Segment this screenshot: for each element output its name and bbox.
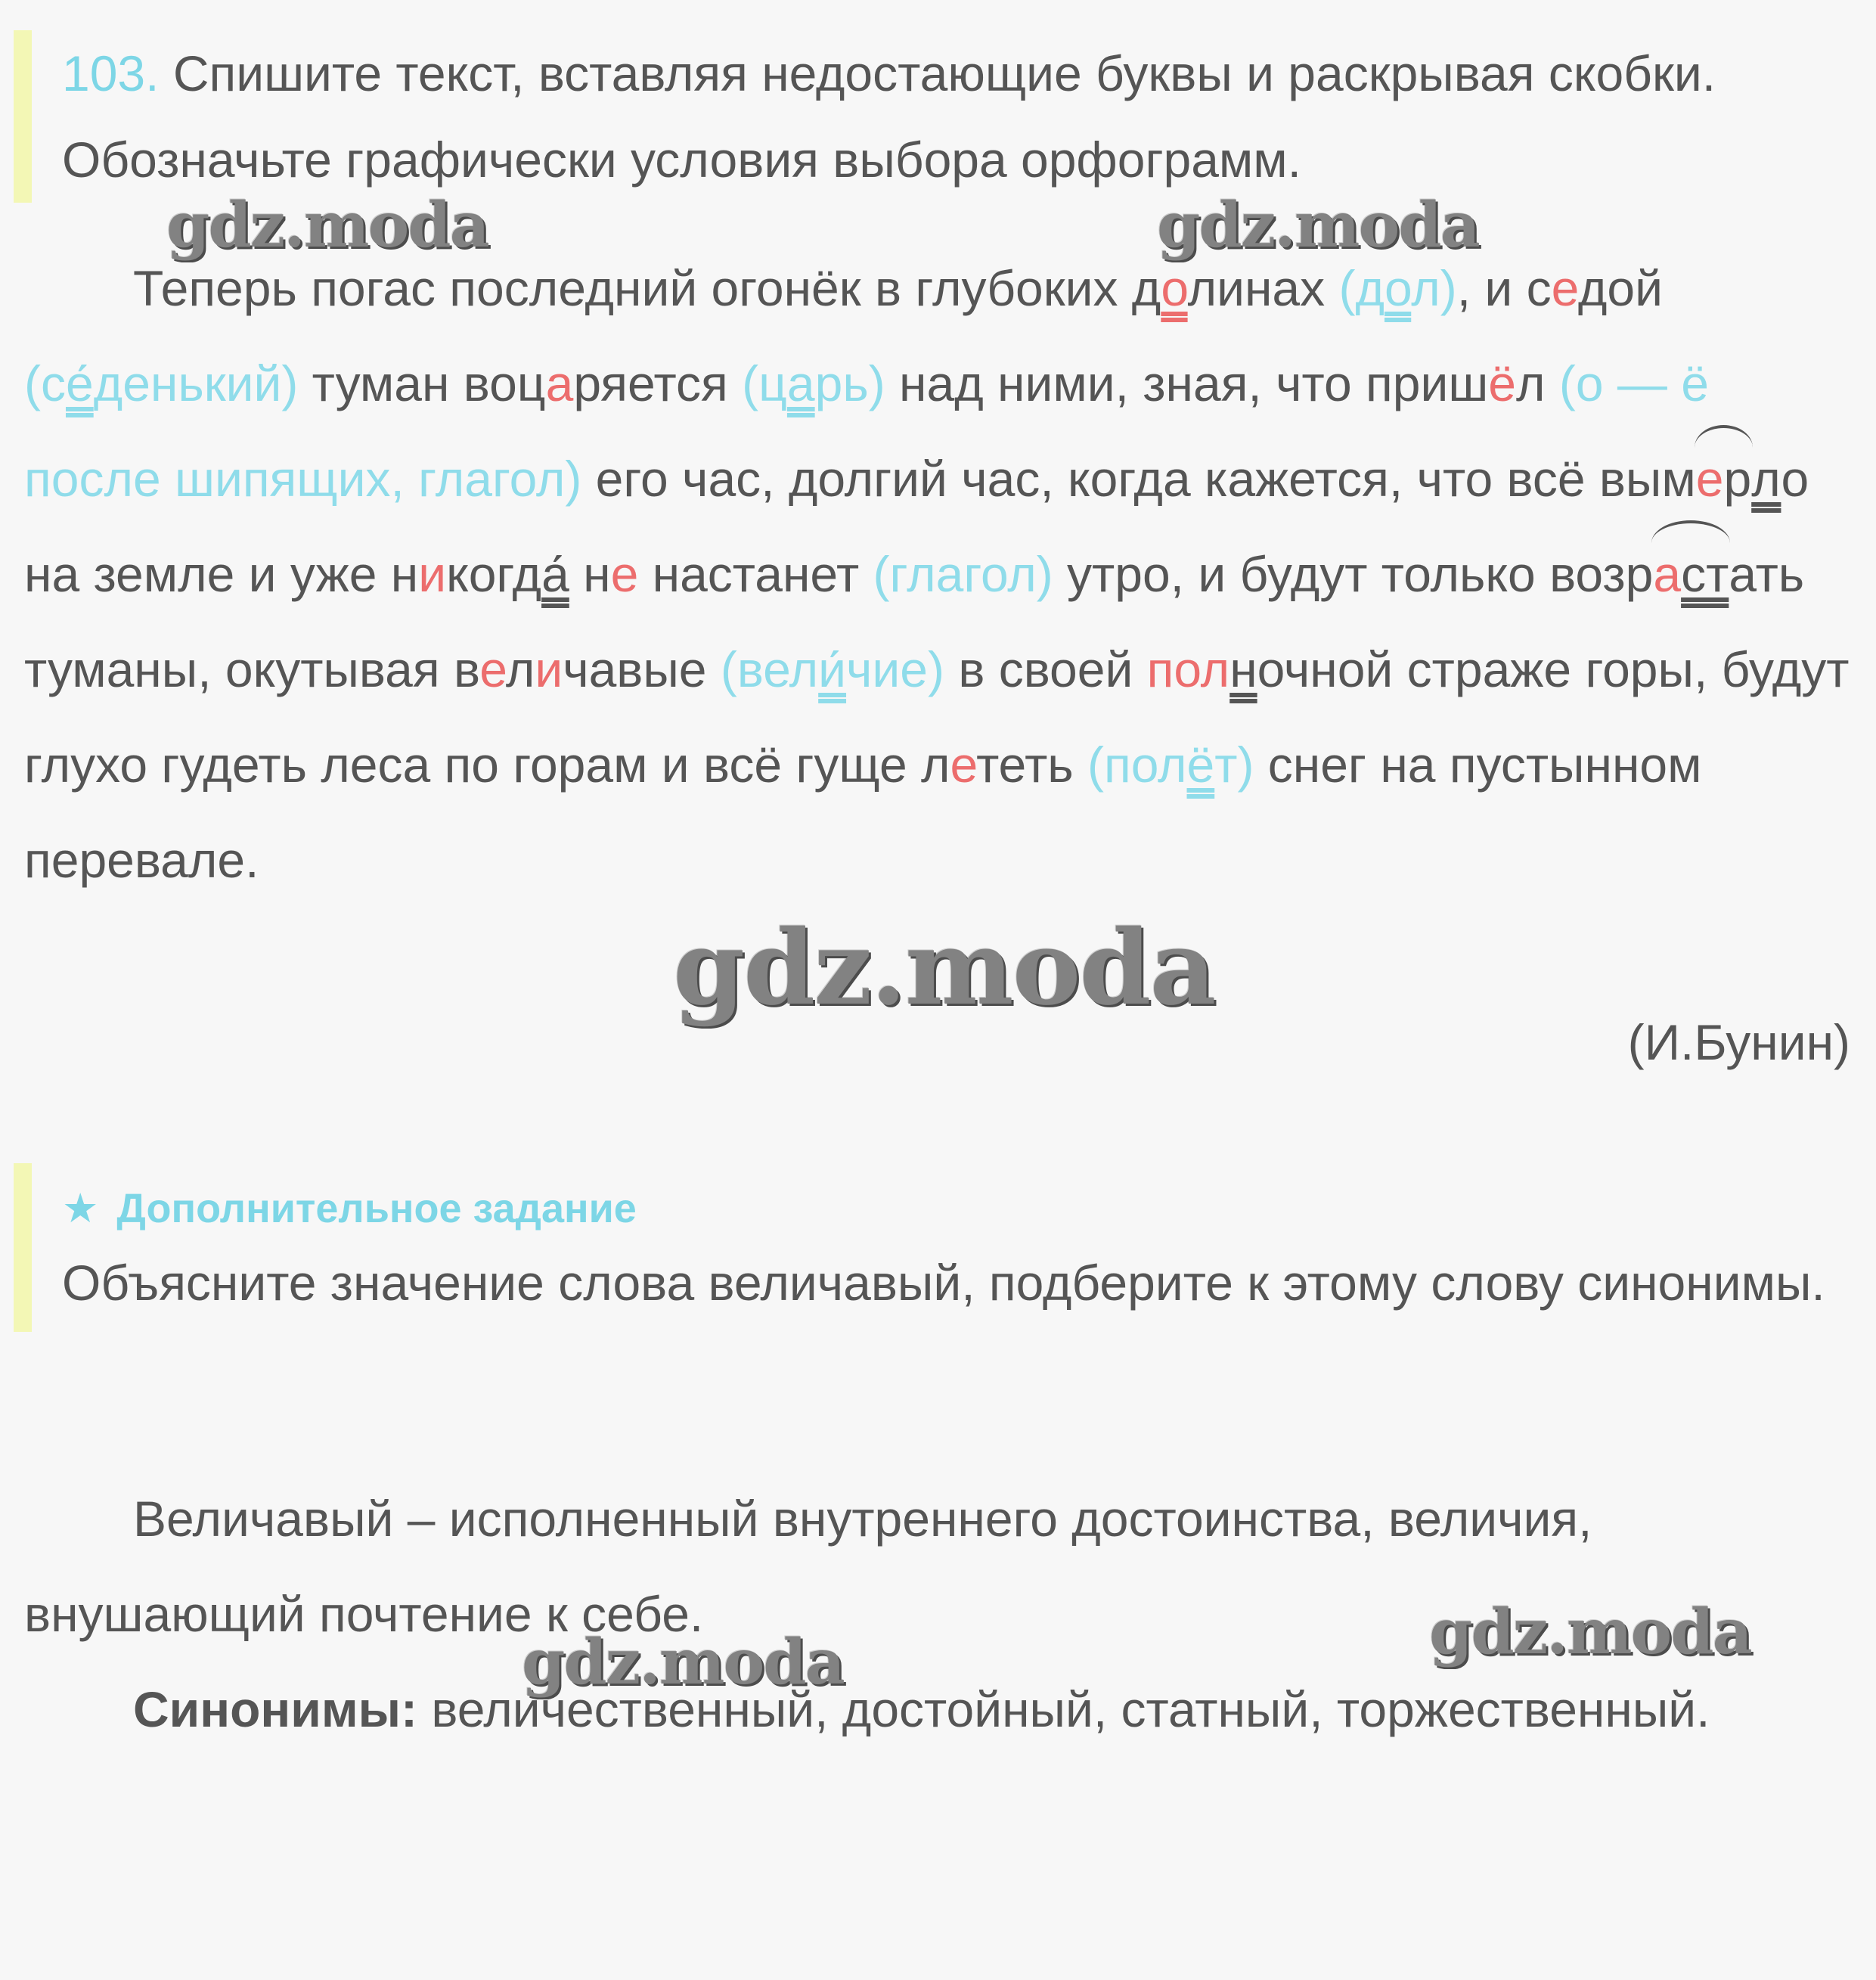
inserted-letter: е (1551, 260, 1578, 316)
answer-fragment: ряется (573, 355, 743, 411)
answer-fragment: ать туманы, окутывая в (24, 546, 1805, 697)
hint: (полёт) (1087, 737, 1254, 793)
hint: (глагол) (873, 546, 1053, 602)
answer-fragment: туман воц (298, 355, 546, 411)
watermark: gdz.moda (166, 189, 488, 262)
answer-fragment: о на земле и уже н (24, 451, 1809, 602)
hint: (о — ё после шипящих, глагол) (24, 355, 1709, 507)
answer-fragment: утро, и будут только возр (1053, 546, 1654, 602)
root-arc: ер (1696, 431, 1751, 526)
inserted-letter: ё (1488, 355, 1516, 411)
answer-text (24, 241, 1854, 908)
watermark: gdz.moda (673, 908, 1215, 1029)
answer-fragment: когд (446, 546, 542, 602)
answer-fragment: очной страже горы, будут глухо гудеть леса по горам и всё гуще л (24, 641, 1850, 793)
task-block (14, 30, 1843, 203)
inserted-letter: и (535, 641, 563, 697)
extra-task-title: ★ Дополнительное задание (62, 1186, 637, 1231)
answer-fragment: линах (1187, 260, 1339, 316)
inserted-letter: е (1695, 451, 1724, 507)
inserted-letter: а (545, 355, 574, 411)
answer-fragment: теть (976, 737, 1088, 793)
answer-fragment: над ними, зная, что приш (885, 355, 1489, 411)
root-arc: аст (1653, 526, 1729, 622)
task-text (62, 30, 1843, 203)
inserted-letter: и (418, 546, 447, 602)
watermark: gdz.moda (1157, 189, 1479, 262)
inserted-letter: е (479, 641, 506, 697)
extra-task-text: Объясните значение слова величавый, подберите к этому слову синонимы. (62, 1255, 1825, 1311)
hint: (царь) (742, 355, 885, 411)
answer-fragment: н (569, 546, 611, 602)
task-number: 103. (62, 45, 160, 101)
answer-fragment: Теперь погас последний огонёк в глубоких д (133, 260, 1161, 316)
answer-fragment: л (1751, 451, 1781, 507)
inserted-letter: пол (1146, 641, 1230, 697)
answer-fragment: его час, долгий час, когда кажется, что всё вым (581, 451, 1696, 507)
hint: (се́денький) (24, 355, 299, 411)
answer-fragment: чавые (563, 641, 721, 697)
answer-fragment: снег на пустынном перевале. (24, 737, 1702, 888)
hint: (вели́чие) (720, 641, 944, 697)
watermark: gdz.moda (522, 1626, 844, 1699)
hint: (дол) (1338, 260, 1457, 316)
answer-fragment: , и с (1456, 260, 1552, 316)
inserted-letter: о (1161, 260, 1188, 316)
answer-fragment: л (505, 641, 535, 697)
inserted-letter: е (610, 546, 639, 602)
answer-fragment: настанет (638, 546, 873, 602)
inserted-letter: а (1653, 546, 1682, 602)
synonyms: величественный, достойный, статный, торжественный. (417, 1681, 1710, 1737)
watermark: gdz.moda (1429, 1596, 1751, 1668)
answer-fragment: дой (1577, 260, 1663, 316)
answer-fragment: в своей (944, 641, 1147, 697)
synonyms-heading: Синонимы: (133, 1681, 418, 1737)
definition: Величавый – исполненный внутреннего достоинства, величия, внушающий почтение к себе. (24, 1491, 1592, 1642)
author: (И.Бунин) (1627, 1014, 1850, 1070)
star-icon: ★ (62, 1186, 99, 1231)
answer-fragment: л (1516, 355, 1559, 411)
answer-fragment: н (1229, 641, 1257, 697)
extra-task-block (14, 1163, 1843, 1332)
task-instruction: Спишите текст, вставляя недостающие буквы и раскрывая скобки. Обозначьте графически условия выбора орфограмм. (62, 45, 1716, 188)
inserted-letter: е (950, 737, 977, 793)
stressed-letter: а́ (541, 546, 569, 602)
